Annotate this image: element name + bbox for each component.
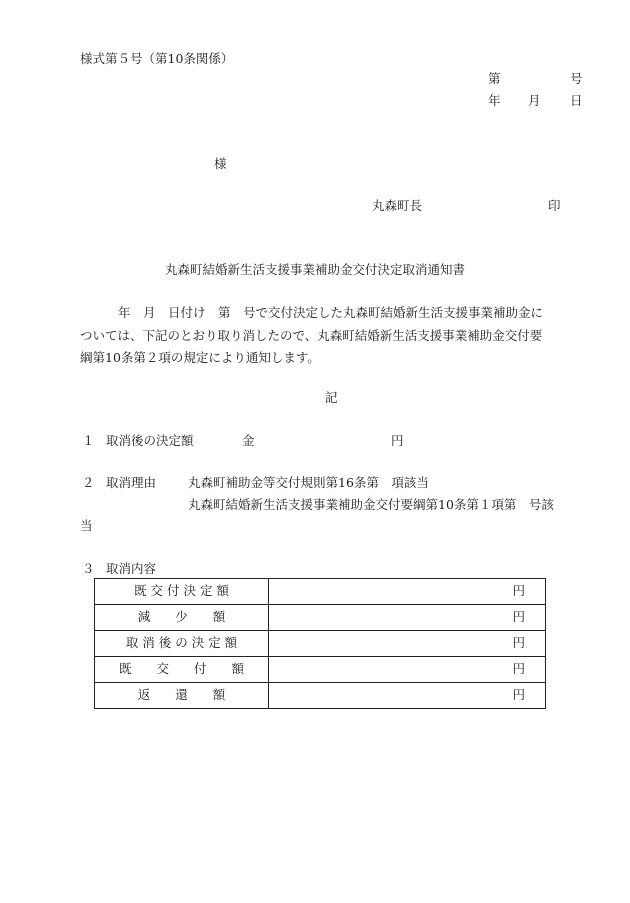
item1-number: １ <box>82 433 95 448</box>
row-amount-already-paid: 円 <box>269 657 546 683</box>
row-label-refund: 返 還 額 <box>95 683 269 709</box>
item2-label: 取消理由 <box>106 475 157 490</box>
row-label-already-paid: 既 交 付 額 <box>95 657 269 683</box>
table-row <box>95 579 546 605</box>
row-amount-after-cancel: 円 <box>269 631 546 657</box>
item2-number: ２ <box>82 475 95 490</box>
item2-reason-1: 丸森町補助金等交付規則第16条第 項該当 <box>188 475 429 490</box>
body-line-1: 年 月 日付け 第 号で交付決定した丸森町結婚新生活支援事業補助金に <box>118 305 544 320</box>
body-line-3: 綱第10条第２項の規定により通知します。 <box>80 350 320 365</box>
row-amount-existing-decision: 円 <box>269 579 546 605</box>
item3-label: 取消内容 <box>106 561 157 576</box>
doc-number-prefix: 第 <box>488 71 501 86</box>
date-day: 日 <box>570 93 583 108</box>
row-amount-decrease: 円 <box>269 605 546 631</box>
row-amount-refund: 円 <box>269 683 546 709</box>
item1-yen: 円 <box>391 433 404 448</box>
row-label-decrease: 減 少 額 <box>95 605 269 631</box>
ki-heading: 記 <box>325 390 338 405</box>
doc-number-suffix: 号 <box>570 71 583 86</box>
seal-mark: 印 <box>548 198 561 213</box>
sender-name: 丸森町長 <box>372 198 423 213</box>
row-label-existing-decision: 既 交 付 決 定 額 <box>95 579 269 605</box>
table-row <box>95 631 546 657</box>
form-number: 様式第５号（第10条関係） <box>80 51 234 66</box>
item2-reason-2-cont: 当 <box>80 518 93 533</box>
item3-number: ３ <box>82 561 95 576</box>
date-month: 月 <box>528 93 541 108</box>
table-row <box>95 657 546 683</box>
table-row <box>95 605 546 631</box>
body-line-2: ついては、下記のとおり取り消したので、丸森町結婚新生活支援事業補助金交付要 <box>80 328 543 343</box>
item1-label: 取消後の決定額 <box>106 433 194 448</box>
item2-reason-2: 丸森町結婚新生活支援事業補助金交付要綱第10条第１項第 号該 <box>188 497 554 512</box>
cancellation-table <box>94 578 546 709</box>
addressee-suffix: 様 <box>214 156 227 171</box>
table-row <box>95 683 546 709</box>
row-label-after-cancel: 取 消 後 の 決 定 額 <box>95 631 269 657</box>
date-year: 年 <box>488 93 501 108</box>
item1-kin: 金 <box>242 433 255 448</box>
document-title: 丸森町結婚新生活支援事業補助金交付決定取消通知書 <box>164 262 465 277</box>
